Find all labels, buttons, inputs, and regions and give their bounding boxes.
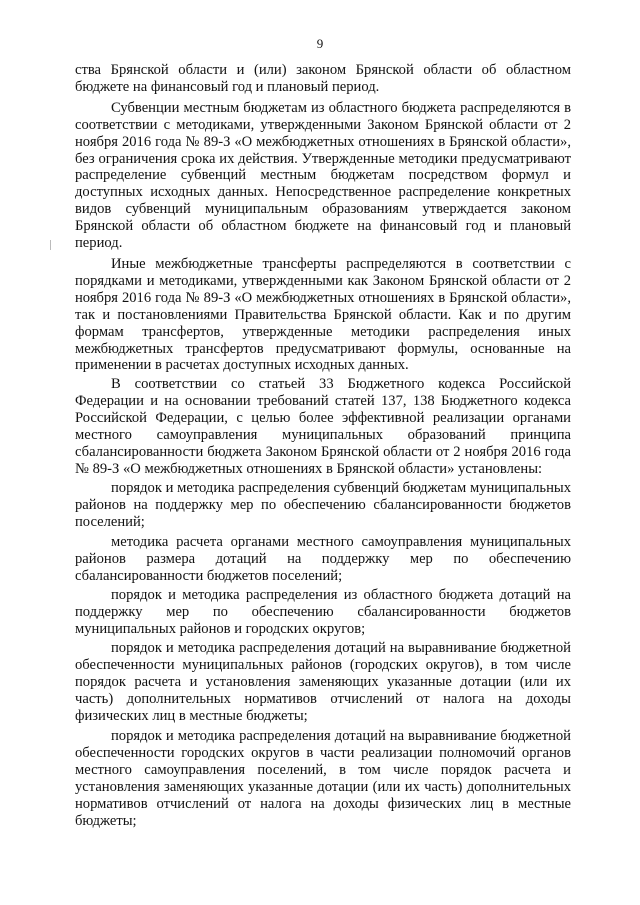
page-number: 9 xyxy=(316,36,324,51)
list-item: порядок и методика распределения дотаций на выравнивание бюджетной обеспеченности городских округов в части реализации полномочий органов местного самоуправления поселений, в том числе порядок расчета и установления заменяющих указанные дотации (или их часть) дополнительных нормативов отчислений от налога на доходы физических лиц в местные бюджеты; xyxy=(75,728,571,829)
paragraph-other-transfers: Иные межбюджетные трансферты распределяются в соответствии с порядками и методиками, утвержденными как Законом Брянской области от 2 ноября 2016 года № 89-З «О межбюджетных отношениях в Брянской области», так и постановлениями Правительства Брянской области. Как и по другим формам трансфертов, утвержденные методики распределения иных межбюджетных трансфертов предусматривают формулы, основанные на применении в расчетах доступных исходных данных. xyxy=(75,255,571,374)
list-item: методика расчета органами местного самоуправления муниципальных районов размера дотаций на поддержку мер по обеспечению сбалансированности бюджетов поселений; xyxy=(75,534,571,585)
list-item: порядок и методика распределения дотаций на выравнивание бюджетной обеспеченности муниципальных районов (городских округов), в том числе порядок расчета и установления заменяющих указанные дотации (или их часть) дополнительных нормативов отчислений от налога на доходы физических лиц в местные бюджеты; xyxy=(75,639,571,724)
list-item: порядок и методика распределения из областного бюджета дотаций на поддержку мер по обеспечению сбалансированности бюджетов муниципальных районов и городских округов; xyxy=(75,587,571,637)
paragraph-subventions: Субвенции местным бюджетам из областного бюджета распределяются в соответствии с методиками, утвержденными Законом Брянской области от 2 ноября 2016 года № 89-З «О межбюджетных отношениях в Брянской области», без ограничения срока их действия. Утвержденные методики предусматривают распределение субвенций местным бюджетам посредством формул и доступных исходных данных. Непосредственное распределение конкретных видов субвенций муниципальным образованиям утверждается законом Брянской области об областном бюджете на финансовый год и плановый период. xyxy=(75,99,571,252)
paragraph-continuation: ства Брянской области и (или) законом Брянской области об областном бюджете на финансовый год и плановый период. xyxy=(75,62,571,95)
document-body xyxy=(75,62,571,830)
margin-mark xyxy=(50,240,51,250)
list-item: порядок и методика распределения субвенций бюджетам муниципальных районов на поддержку мер по обеспечению сбалансированности бюджетов поселений; xyxy=(75,479,571,530)
paragraph-budget-code: В соответствии со статьей 33 Бюджетного кодекса Российской Федерации и на основании требований статей 137, 138 Бюджетного кодекса Российской Федерации, с целью более эффективной реализации органами местного самоуправления муниципальных образований принципа сбалансированности бюджета Законом Брянской области от 2 ноября 2016 года № 89-З «О межбюджетных отношениях в Брянской области» установлены: xyxy=(75,376,571,477)
